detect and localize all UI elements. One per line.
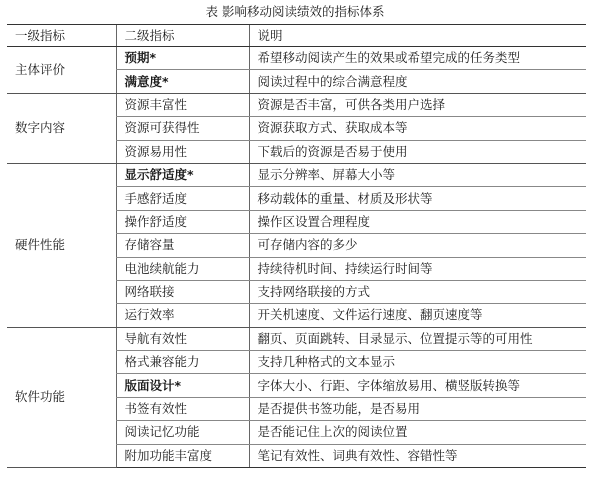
description-cell: 移动载体的重量、材质及形状等 — [249, 187, 586, 210]
table-row — [7, 163, 586, 186]
primary-indicator-cell: 硬件性能 — [7, 163, 116, 327]
description-cell: 希望移动阅读产生的效果或希望完成的任务类型 — [249, 47, 586, 70]
description-cell: 开关机速度、文件运行速度、翻页速度等 — [249, 304, 586, 327]
indicator-group — [7, 93, 586, 163]
description-cell: 支持网络联接的方式 — [249, 280, 586, 303]
secondary-indicator-cell: 电池续航能力 — [116, 257, 249, 280]
secondary-indicator-cell: 存储容量 — [116, 234, 249, 257]
description-cell: 显示分辨率、屏幕大小等 — [249, 163, 586, 186]
indicator-table — [7, 24, 586, 468]
description-cell: 翻页、页面跳转、目录显示、位置提示等的可用性 — [249, 327, 586, 350]
header-description: 说明 — [249, 25, 586, 47]
description-cell: 阅读过程中的综合满意程度 — [249, 70, 586, 93]
primary-indicator-cell: 软件功能 — [7, 327, 116, 467]
secondary-indicator-cell: 资源丰富性 — [116, 93, 249, 116]
secondary-indicator-cell: 满意度* — [116, 70, 249, 93]
description-cell: 是否提供书签功能，是否易用 — [249, 397, 586, 420]
table-caption: 表 影响移动阅读绩效的指标体系 — [205, 4, 385, 19]
description-cell: 下载后的资源是否易于使用 — [249, 140, 586, 163]
description-cell: 支持几种格式的文本显示 — [249, 351, 586, 374]
table-row — [7, 93, 586, 116]
secondary-indicator-cell: 格式兼容能力 — [116, 351, 249, 374]
secondary-indicator-cell: 书签有效性 — [116, 397, 249, 420]
secondary-indicator-cell: 显示舒适度* — [116, 163, 249, 186]
header-row — [7, 25, 586, 47]
secondary-indicator-cell: 资源易用性 — [116, 140, 249, 163]
indicator-group — [7, 47, 586, 94]
secondary-indicator-cell: 网络联接 — [116, 280, 249, 303]
description-cell: 持续待机时间、持续运行时间等 — [249, 257, 586, 280]
description-cell: 是否能记住上次的阅读位置 — [249, 421, 586, 444]
secondary-indicator-cell: 版面设计* — [116, 374, 249, 397]
secondary-indicator-cell: 运行效率 — [116, 304, 249, 327]
description-cell: 资源是否丰富，可供各类用户选择 — [249, 93, 586, 116]
table-row — [7, 327, 586, 350]
primary-indicator-cell: 数字内容 — [7, 93, 116, 163]
header-secondary-indicator: 二级指标 — [116, 25, 249, 47]
header-primary-indicator: 一级指标 — [7, 25, 116, 47]
secondary-indicator-cell: 手感舒适度 — [116, 187, 249, 210]
indicator-group — [7, 327, 586, 467]
description-cell: 笔记有效性、词典有效性、容错性等 — [249, 444, 586, 467]
secondary-indicator-cell: 预期* — [116, 47, 249, 70]
table-row — [7, 47, 586, 70]
description-cell: 资源获取方式、获取成本等 — [249, 117, 586, 140]
secondary-indicator-cell: 导航有效性 — [116, 327, 249, 350]
description-cell: 可存储内容的多少 — [249, 234, 586, 257]
description-cell: 字体大小、行距、字体缩放易用、横竖版转换等 — [249, 374, 586, 397]
table-header — [7, 25, 586, 47]
primary-indicator-cell: 主体评价 — [7, 47, 116, 94]
indicator-group — [7, 163, 586, 327]
secondary-indicator-cell: 资源可获得性 — [116, 117, 249, 140]
secondary-indicator-cell: 附加功能丰富度 — [116, 444, 249, 467]
secondary-indicator-cell: 操作舒适度 — [116, 210, 249, 233]
secondary-indicator-cell: 阅读记忆功能 — [116, 421, 249, 444]
description-cell: 操作区设置合理程度 — [249, 210, 586, 233]
